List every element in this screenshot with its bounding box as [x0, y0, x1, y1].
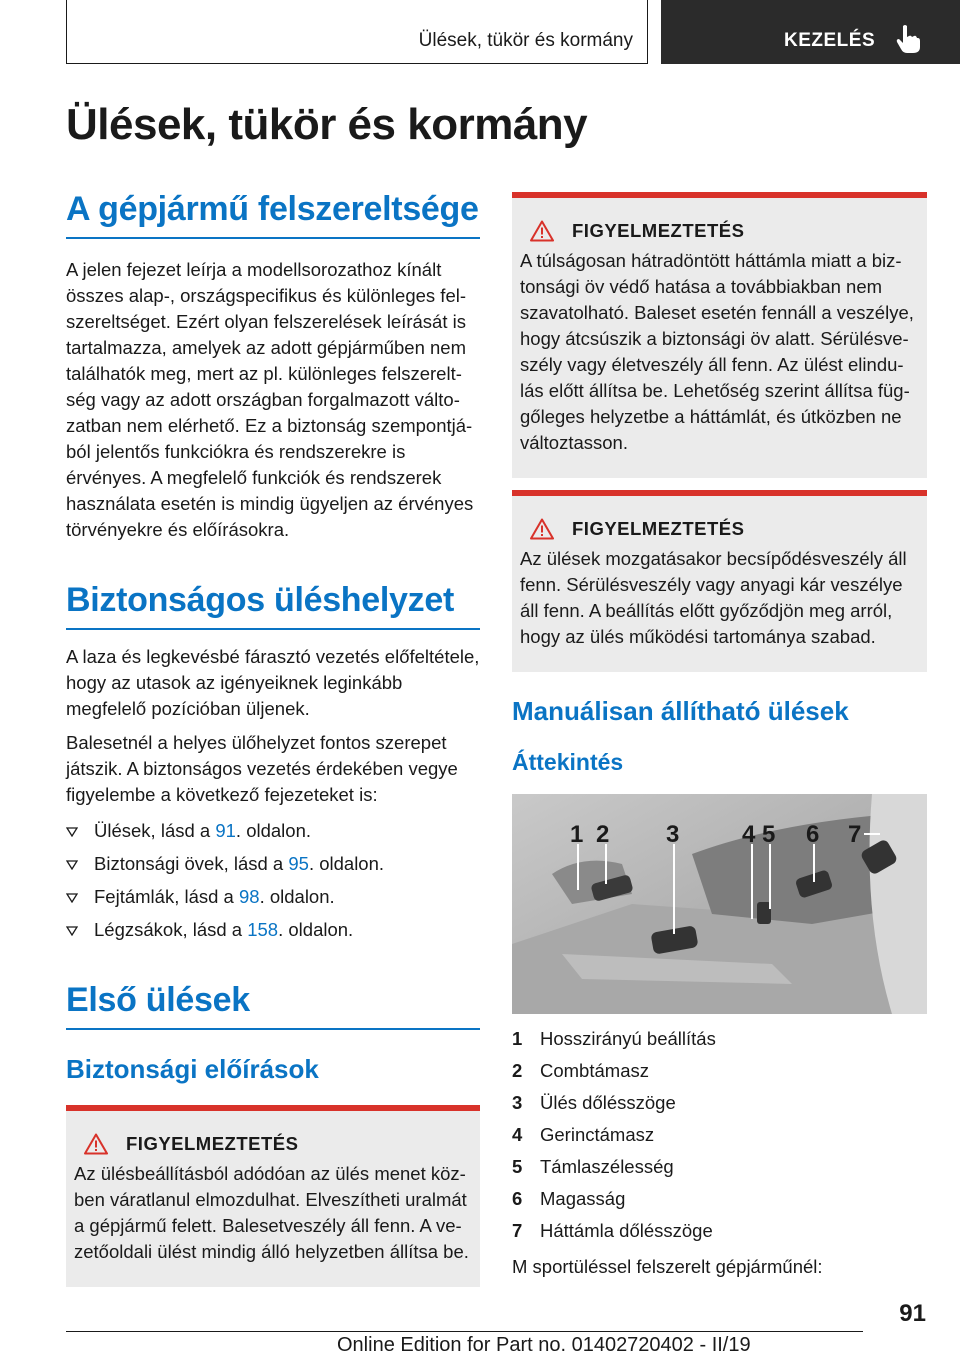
- header-chapter-title: Ülések, tükör és kormány: [418, 30, 633, 51]
- seating-paragraph-1: A laza és legkevésbé fárasztó vezetés előfeltétele, hogy az utasok az igényeiknek leginkább megfelelő pozícióban üljenek.: [66, 646, 480, 719]
- reference-text: Ülések, lásd a: [94, 820, 216, 841]
- warning-header: [74, 1133, 472, 1155]
- legend-number: 6: [512, 1188, 523, 1209]
- legend-text: Magasság: [540, 1188, 626, 1209]
- reference-list: [66, 818, 480, 943]
- reference-item: [66, 917, 480, 943]
- reference-text: Légzsákok, lásd a: [94, 919, 248, 940]
- reference-item: [66, 818, 480, 844]
- image-label-3: 3: [666, 821, 680, 848]
- image-label-2: 2: [596, 821, 610, 848]
- legend-text: Háttámla dőlésszöge: [540, 1220, 713, 1241]
- warning-title: FIGYELMEZTETÉS: [126, 1133, 299, 1154]
- triangle-bullet-icon: [66, 893, 78, 903]
- reference-suffix: . oldalon.: [259, 886, 335, 907]
- warning-box: [512, 490, 927, 672]
- image-label-4: 4: [742, 821, 756, 848]
- page-link-98[interactable]: 98: [238, 886, 260, 907]
- reference-text: Biztonsági övek, lásd a: [94, 853, 289, 874]
- warning-title: FIGYELMEZTETÉS: [572, 220, 745, 241]
- seating-heading: Biztonságos üléshelyzet: [66, 581, 480, 630]
- triangle-bullet-icon: [66, 860, 78, 870]
- image-label-7: 7: [848, 821, 862, 848]
- legend-number: 4: [512, 1124, 523, 1145]
- image-label-5: 5: [762, 821, 776, 848]
- image-label-1: 1: [570, 821, 584, 848]
- reference-item: [66, 884, 480, 910]
- warning-triangle-icon: [84, 1133, 108, 1155]
- warning-box: [66, 1105, 480, 1287]
- legend-item: [512, 1122, 927, 1148]
- left-column: [66, 190, 480, 1287]
- seat-controls-image: [512, 794, 927, 1014]
- reference-suffix: . oldalon.: [308, 853, 385, 874]
- header-chapter-box: [66, 0, 648, 64]
- safety-subheading: Biztonsági előírások: [66, 1054, 319, 1084]
- reference-text: Fejtámlák, lásd a: [94, 886, 239, 907]
- page-link-95[interactable]: 95: [288, 853, 309, 874]
- page-title: Ülések, tükör és kormány: [66, 100, 588, 149]
- page-link-158[interactable]: 158: [247, 919, 279, 940]
- seat-controls-legend: [512, 1026, 927, 1244]
- footer-divider: [66, 1331, 863, 1332]
- header-section-label: KEZELÉS: [784, 30, 876, 51]
- page-link-91[interactable]: 91: [215, 820, 236, 841]
- right-column: [512, 192, 927, 1280]
- warning-triangle-icon: [530, 518, 554, 540]
- reference-suffix: . oldalon.: [235, 820, 312, 841]
- legend-item: [512, 1090, 927, 1116]
- reference-item: [66, 851, 480, 877]
- equipment-heading: A gépjármű felszereltsége: [66, 190, 480, 239]
- seat-illustration: [512, 794, 927, 1014]
- legend-item: [512, 1058, 927, 1084]
- equipment-text: A jelen fejezet leírja a modellsorozathoz kínált összes alap-, országspecifikus és különleges felszereltséget. Ezért olyan felszerelések leírását is tartalmazza, amelyek az adott gépjárműben nem találhatók meg, mert az pl. különleges felszereltség vagy az adott országban forgalmazott változatban nem elérhető. Ez a biztonság szempontjából jelentős funkciókra és rendszerekre is érvényes. A megfelelő funkciók és rendszerek használata esetén is mindig ügyeljen az érvényes törvényekre és előírásokra.: [66, 259, 474, 540]
- legend-number: 5: [512, 1156, 523, 1177]
- footer-edition: Online Edition for Part no. 01402720402 - II/19: [337, 1334, 751, 1356]
- legend-text: Gerinctámasz: [540, 1124, 655, 1145]
- legend-item: [512, 1218, 927, 1244]
- overview-heading: Áttekintés: [512, 749, 624, 775]
- legend-item: [512, 1154, 927, 1180]
- seating-paragraph-2: Balesetnél a helyes ülőhelyzet fontos szerepet játszik. A biztonságos vezetés érdekében vegye figyelembe a következő fejezeteket is:: [66, 732, 458, 805]
- triangle-bullet-icon: [66, 926, 78, 936]
- warning-triangle-icon: [530, 220, 554, 242]
- manual-seats-heading: Manuálisan állítható ülések: [512, 696, 849, 726]
- hand-pointer-icon: [895, 24, 921, 54]
- legend-number: 1: [512, 1028, 523, 1049]
- warning-text: Az ülésbeállításból adódóan az ülés menet közben váratlanul elmozdulhat. Elveszítheti uralmát a gépjármű felett. Balesetveszély áll fenn. A vezetőoldali ülést mindig álló helyzetben állítsa be.: [74, 1163, 469, 1262]
- sport-seat-text: M sportüléssel felszerelt gépjárműnél:: [512, 1256, 823, 1277]
- warning-text: Az ülések mozgatásakor becsípődésveszély áll fenn. Sérülésveszély vagy anyagi kár veszélye áll fenn. A beállítás előtt győződjön meg arról, hogy az ülés működési tartománya szabad.: [520, 548, 907, 647]
- header-section-tab[interactable]: [661, 0, 960, 64]
- legend-number: 7: [512, 1220, 523, 1241]
- image-label-6: 6: [806, 821, 820, 848]
- warning-header: [520, 220, 919, 242]
- triangle-bullet-icon: [66, 827, 78, 837]
- warning-title: FIGYELMEZTETÉS: [572, 518, 745, 539]
- warning-box: [512, 192, 927, 478]
- warning-text: A túlságosan hátradöntött háttámla miatt a biztonsági öv védő hatása a továbbiakban nem szavatolható. Baleset esetén fennáll a veszélye, hogy átcsúszik a biztonsági öv alatt. Sérülésveszély vagy életveszély áll fenn. Az ülést elindulás előtt állítsa be. Lehetőség szerint állítsa függőleges helyzetbe a háttámlát, és útközben ne változtasson.: [520, 250, 914, 453]
- warning-header: [520, 518, 919, 540]
- legend-number: 3: [512, 1092, 523, 1113]
- reference-suffix: . oldalon.: [278, 919, 354, 940]
- legend-number: 2: [512, 1060, 523, 1081]
- legend-text: Combtámasz: [540, 1060, 649, 1081]
- legend-item: [512, 1186, 927, 1212]
- legend-text: Hosszirányú beállítás: [540, 1028, 716, 1049]
- legend-text: Ülés dőlésszöge: [540, 1092, 676, 1113]
- page-number: 91: [899, 1300, 926, 1327]
- legend-item: [512, 1026, 927, 1052]
- front-seats-heading: Első ülések: [66, 981, 480, 1030]
- legend-text: Támlaszélesség: [540, 1156, 674, 1177]
